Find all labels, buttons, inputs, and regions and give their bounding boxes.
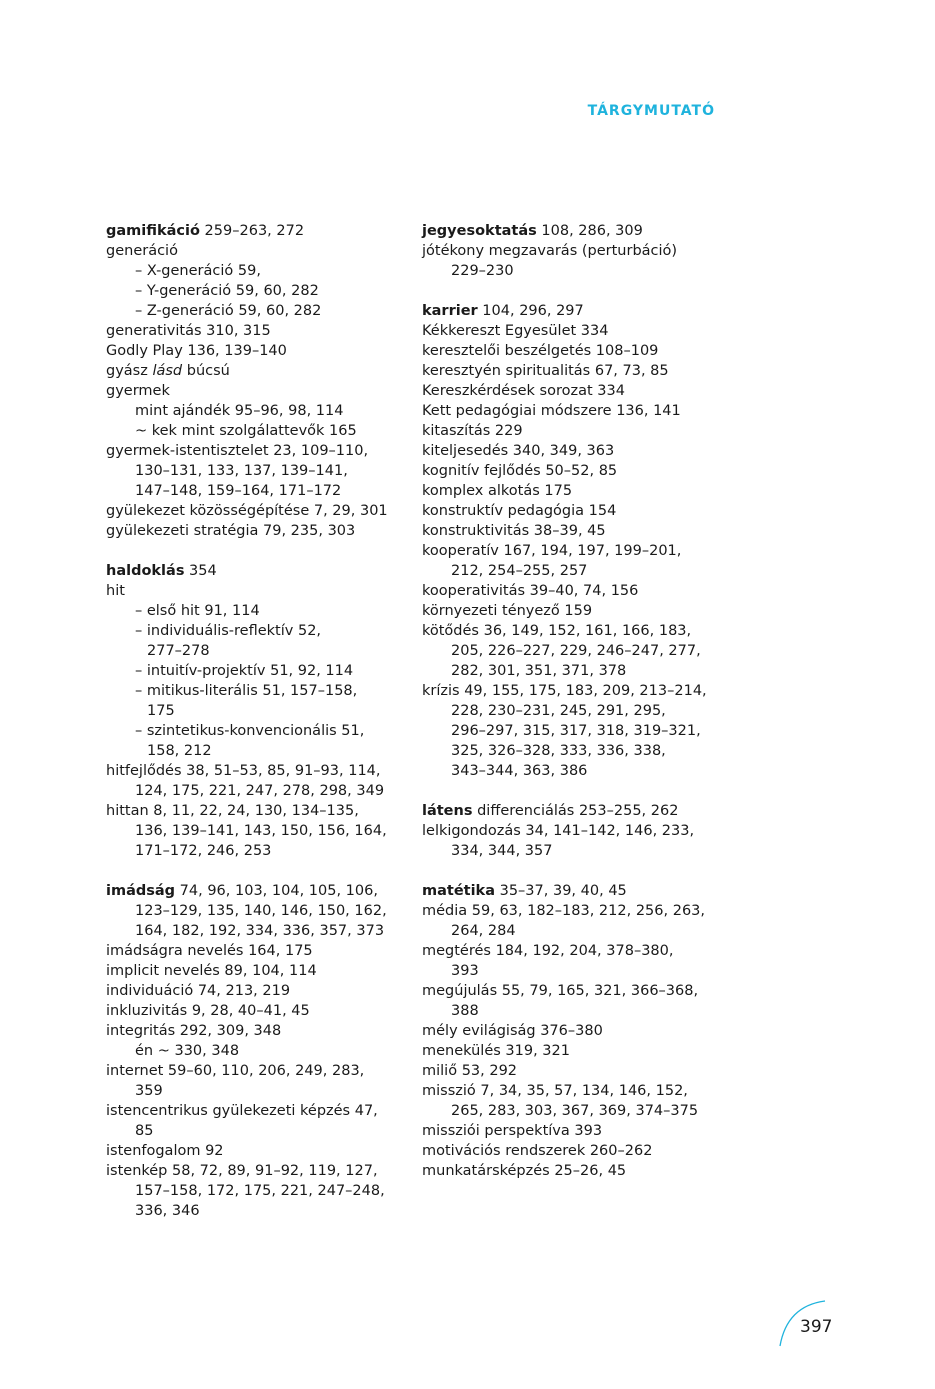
- index-letter-head: haldoklás: [106, 563, 185, 579]
- index-entry: [106, 241, 406, 261]
- index-subentry: [106, 821, 406, 841]
- index-text: 157–158, 172, 175, 221, 247–248,: [135, 1183, 385, 1199]
- index-text: kiteljesedés 340, 349, 363: [422, 443, 615, 459]
- index-subentry: [422, 701, 722, 721]
- index-entry: [106, 321, 406, 341]
- page-number: 397: [800, 1317, 833, 1337]
- index-subentry: [106, 921, 406, 941]
- index-letter-head: karrier: [422, 303, 478, 319]
- index-text: individuáció 74, 213, 219: [106, 983, 291, 999]
- index-text: 130–131, 133, 137, 139–141,: [135, 463, 348, 479]
- index-subentry: [422, 561, 722, 581]
- index-text: krízis 49, 155, 175, 183, 209, 213–214,: [422, 683, 707, 699]
- index-entry: [106, 1001, 406, 1021]
- index-entry: [106, 801, 406, 821]
- index-letter-head: gamifikáció: [106, 223, 200, 239]
- index-text: 354: [184, 563, 217, 579]
- index-text: Kereszkérdések sorozat 334: [422, 383, 625, 399]
- index-entry: [422, 241, 722, 261]
- index-subentry: [422, 741, 722, 761]
- index-text: 212, 254–255, 257: [451, 563, 588, 579]
- index-subentry: [106, 901, 406, 921]
- index-text: motivációs rendszerek 260–262: [422, 1143, 653, 1159]
- index-entry: [106, 441, 406, 461]
- index-letter-head: látens: [422, 803, 473, 819]
- index-letter-head: imádság: [106, 883, 176, 899]
- index-entry: [422, 1041, 722, 1061]
- index-text: missziói perspektíva 393: [422, 1123, 603, 1139]
- index-text: integritás 292, 309, 348: [106, 1023, 282, 1039]
- index-text: 325, 326–328, 333, 336, 338,: [451, 743, 666, 759]
- index-entry: [106, 341, 406, 361]
- index-text: konstruktív pedagógia 154: [422, 503, 617, 519]
- index-text: gyülekezeti stratégia 79, 235, 303: [106, 523, 356, 539]
- index-text: miliő 53, 292: [422, 1063, 518, 1079]
- index-column-left: [106, 221, 406, 1221]
- index-text: gyülekezet közösségépítése 7, 29, 301: [106, 503, 388, 519]
- index-subentry: [106, 641, 406, 661]
- index-subentry: [422, 921, 722, 941]
- index-entry: [422, 221, 722, 241]
- index-text: 136, 139–141, 143, 150, 156, 164,: [135, 823, 387, 839]
- index-subentry: [106, 701, 406, 721]
- index-entry: [422, 341, 722, 361]
- index-text: jótékony megzavarás (perturbáció): [422, 243, 678, 259]
- index-text: menekülés 319, 321: [422, 1043, 570, 1059]
- index-entry: [422, 301, 722, 321]
- index-entry: [422, 441, 722, 461]
- index-entry: [106, 581, 406, 601]
- index-text: lelkigondozás 34, 141–142, 146, 233,: [422, 823, 695, 839]
- index-text: 124, 175, 221, 247, 278, 298, 349: [135, 783, 385, 799]
- index-entry: [422, 1081, 722, 1101]
- index-entry: [106, 1101, 406, 1121]
- index-subentry: [106, 1181, 406, 1201]
- index-text: – individuális-reflektív 52,: [135, 623, 322, 639]
- index-entry: [106, 941, 406, 961]
- index-text: 104, 296, 297: [477, 303, 584, 319]
- entry-spacer: [422, 861, 722, 881]
- index-text: Kett pedagógiai módszere 136, 141: [422, 403, 681, 419]
- index-subentry: [106, 281, 406, 301]
- index-subentry: [422, 261, 722, 281]
- index-text: 336, 346: [135, 1203, 200, 1219]
- index-text: inkluzivitás 9, 28, 40–41, 45: [106, 1003, 310, 1019]
- index-text: média 59, 63, 182–183, 212, 256, 263,: [422, 903, 706, 919]
- index-text: – X-generáció 59,: [135, 263, 261, 279]
- index-text: búcsú: [182, 363, 230, 379]
- index-text: 164, 182, 192, 334, 336, 357, 373: [135, 923, 385, 939]
- index-entry: [422, 321, 722, 341]
- index-text: 85: [135, 1123, 154, 1139]
- index-subentry: [422, 1001, 722, 1021]
- index-entry: [422, 401, 722, 421]
- index-entry: [106, 961, 406, 981]
- index-text: környezeti tényező 159: [422, 603, 593, 619]
- index-subentry: [106, 421, 406, 441]
- index-text: – szintetikus-konvencionális 51,: [135, 723, 365, 739]
- index-text: 334, 344, 357: [451, 843, 553, 859]
- index-text: 205, 226–227, 229, 246–247, 277,: [451, 643, 701, 659]
- index-subentry: [422, 721, 722, 741]
- index-text: megtérés 184, 192, 204, 378–380,: [422, 943, 674, 959]
- index-subentry: [106, 1041, 406, 1061]
- index-text: – Y-generáció 59, 60, 282: [135, 283, 319, 299]
- index-text: 277–278: [147, 643, 210, 659]
- index-text: hit: [106, 583, 125, 599]
- index-text: 343–344, 363, 386: [451, 763, 588, 779]
- index-text: kitaszítás 229: [422, 423, 523, 439]
- index-text: hitfejlődés 38, 51–53, 85, 91–93, 114,: [106, 763, 381, 779]
- index-text: kognitív fejlődés 50–52, 85: [422, 463, 618, 479]
- index-entry: [422, 361, 722, 381]
- index-subentry: [422, 641, 722, 661]
- index-entry: [106, 361, 406, 381]
- index-entry: [422, 1161, 722, 1181]
- index-entry: [422, 521, 722, 541]
- index-text: 259–263, 272: [199, 223, 305, 239]
- running-header: TÁRGYMUTATÓ: [587, 103, 715, 119]
- index-subentry: [106, 601, 406, 621]
- entry-spacer: [106, 541, 406, 561]
- index-subentry: [106, 741, 406, 761]
- index-text: 359: [135, 1083, 163, 1099]
- index-entry: [422, 1141, 722, 1161]
- index-entry: [422, 1121, 722, 1141]
- index-subentry: [106, 261, 406, 281]
- index-text: – mitikus-literális 51, 157–158,: [135, 683, 358, 699]
- index-entry: [422, 681, 722, 701]
- index-entry: [422, 941, 722, 961]
- index-subentry: [106, 401, 406, 421]
- index-entry: [106, 521, 406, 541]
- index-entry: [422, 1021, 722, 1041]
- index-text: internet 59–60, 110, 206, 249, 283,: [106, 1063, 365, 1079]
- index-text: gyermek-istentisztelet 23, 109–110,: [106, 443, 369, 459]
- index-text: – első hit 91, 114: [135, 603, 260, 619]
- index-text: én ~ 330, 348: [135, 1043, 240, 1059]
- index-entry: [106, 1161, 406, 1181]
- index-text: Godly Play 136, 139–140: [106, 343, 287, 359]
- index-text: implicit nevelés 89, 104, 114: [106, 963, 317, 979]
- index-text: 264, 284: [451, 923, 516, 939]
- entry-spacer: [106, 861, 406, 881]
- index-text: istencentrikus gyülekezeti képzés 47,: [106, 1103, 378, 1119]
- index-subentry: [106, 841, 406, 861]
- index-subentry: [422, 1101, 722, 1121]
- index-text: 175: [147, 703, 175, 719]
- index-column-right: [422, 221, 722, 1181]
- index-text: komplex alkotás 175: [422, 483, 573, 499]
- index-term: gyász: [106, 363, 153, 379]
- index-subentry: [106, 1081, 406, 1101]
- index-entry: [422, 581, 722, 601]
- index-letter-head: jegyesoktatás: [422, 223, 537, 239]
- index-entry: [422, 1061, 722, 1081]
- index-text: misszió 7, 34, 35, 57, 134, 146, 152,: [422, 1083, 688, 1099]
- index-text: 108, 286, 309: [536, 223, 643, 239]
- index-entry: [106, 1021, 406, 1041]
- index-text: 393: [451, 963, 479, 979]
- index-text: megújulás 55, 79, 165, 321, 366–368,: [422, 983, 699, 999]
- index-entry: [106, 381, 406, 401]
- index-text: – Z-generáció 59, 60, 282: [135, 303, 322, 319]
- index-entry: [106, 561, 406, 581]
- index-text: Kékkereszt Egyesület 334: [422, 323, 609, 339]
- index-text: 158, 212: [147, 743, 212, 759]
- index-entry: [422, 541, 722, 561]
- index-text: differenciálás 253–255, 262: [472, 803, 679, 819]
- index-entry: [106, 1141, 406, 1161]
- index-text: kooperativitás 39–40, 74, 156: [422, 583, 639, 599]
- index-subentry: [422, 961, 722, 981]
- index-text: imádságra nevelés 164, 175: [106, 943, 313, 959]
- index-entry: [106, 881, 406, 901]
- index-text: 296–297, 315, 317, 318, 319–321,: [451, 723, 701, 739]
- index-entry: [422, 501, 722, 521]
- index-entry: [106, 221, 406, 241]
- index-text: 388: [451, 1003, 479, 1019]
- index-entry: [422, 981, 722, 1001]
- index-text: 123–129, 135, 140, 146, 150, 162,: [135, 903, 387, 919]
- index-text: 229–230: [451, 263, 514, 279]
- index-text: 147–148, 159–164, 171–172: [135, 483, 342, 499]
- index-entry: [422, 421, 722, 441]
- index-entry: [422, 801, 722, 821]
- index-text: istenfogalom 92: [106, 1143, 224, 1159]
- index-text: istenkép 58, 72, 89, 91–92, 119, 127,: [106, 1163, 378, 1179]
- index-entry: [422, 881, 722, 901]
- index-text: keresztyén spiritualitás 67, 73, 85: [422, 363, 669, 379]
- index-entry: [422, 621, 722, 641]
- index-entry: [106, 501, 406, 521]
- index-entry: [422, 461, 722, 481]
- index-entry: [422, 901, 722, 921]
- index-text: ~ kek mint szolgálattevők 165: [135, 423, 357, 439]
- index-entry: [422, 481, 722, 501]
- index-text: 228, 230–231, 245, 291, 295,: [451, 703, 666, 719]
- index-subentry: [422, 841, 722, 861]
- index-text: keresztelői beszélgetés 108–109: [422, 343, 659, 359]
- index-subentry: [106, 721, 406, 741]
- index-subentry: [106, 481, 406, 501]
- index-entry: [106, 761, 406, 781]
- index-text: 74, 96, 103, 104, 105, 106,: [175, 883, 378, 899]
- index-subentry: [106, 461, 406, 481]
- index-text: kötődés 36, 149, 152, 161, 166, 183,: [422, 623, 692, 639]
- cross-reference: lásd: [152, 363, 183, 379]
- index-text: generativitás 310, 315: [106, 323, 271, 339]
- index-text: 171–172, 246, 253: [135, 843, 272, 859]
- index-entry: [106, 981, 406, 1001]
- index-text: konstruktivitás 38–39, 45: [422, 523, 606, 539]
- index-subentry: [422, 761, 722, 781]
- index-entry: [106, 1061, 406, 1081]
- index-subentry: [106, 301, 406, 321]
- index-text: 265, 283, 303, 367, 369, 374–375: [451, 1103, 699, 1119]
- index-text: 282, 301, 351, 371, 378: [451, 663, 627, 679]
- index-entry: [422, 381, 722, 401]
- index-text: mint ajándék 95–96, 98, 114: [135, 403, 344, 419]
- index-text: generáció: [106, 243, 178, 259]
- index-entry: [422, 601, 722, 621]
- index-text: 35–37, 39, 40, 45: [495, 883, 627, 899]
- index-subentry: [106, 1201, 406, 1221]
- index-subentry: [106, 1121, 406, 1141]
- index-letter-head: matétika: [422, 883, 495, 899]
- index-text: – intuitív-projektív 51, 92, 114: [135, 663, 354, 679]
- index-subentry: [422, 661, 722, 681]
- entry-spacer: [422, 281, 722, 301]
- index-subentry: [106, 661, 406, 681]
- index-text: kooperatív 167, 194, 197, 199–201,: [422, 543, 682, 559]
- index-text: gyermek: [106, 383, 170, 399]
- entry-spacer: [422, 781, 722, 801]
- index-text: munkatársképzés 25–26, 45: [422, 1163, 627, 1179]
- index-subentry: [106, 681, 406, 701]
- index-text: hittan 8, 11, 22, 24, 130, 134–135,: [106, 803, 359, 819]
- index-entry: [422, 821, 722, 841]
- index-text: mély evilágiság 376–380: [422, 1023, 603, 1039]
- index-subentry: [106, 621, 406, 641]
- index-subentry: [106, 781, 406, 801]
